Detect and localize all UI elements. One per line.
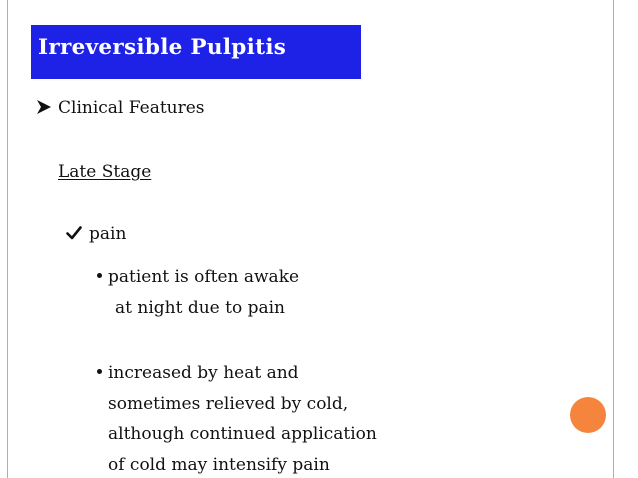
slide-title: Irreversible Pulpitis (38, 35, 287, 60)
left-frame-line (7, 0, 8, 478)
accent-circle (570, 397, 606, 433)
bullet-dot (97, 273, 102, 278)
bullet-1-line-1: patient is often awake (108, 267, 300, 287)
symptom-pain: pain (89, 224, 127, 244)
bullet-2-line-1: increased by heat and (108, 363, 299, 383)
bullet-2-line-2: sometimes relieved by cold, (108, 394, 349, 414)
title-banner (31, 25, 361, 79)
bullet-2-line-3: although continued application (108, 424, 377, 444)
bullet-dot (97, 369, 102, 374)
bullet-1-line-2: at night due to pain (115, 298, 285, 318)
section-heading: Clinical Features (58, 98, 205, 118)
checkmark-icon (66, 225, 82, 241)
bullet-2-line-4: of cold may intensify pain (108, 455, 330, 475)
arrowhead-right-icon (36, 99, 52, 115)
right-frame-line (613, 0, 614, 478)
subheading-late-stage: Late Stage (58, 162, 152, 182)
